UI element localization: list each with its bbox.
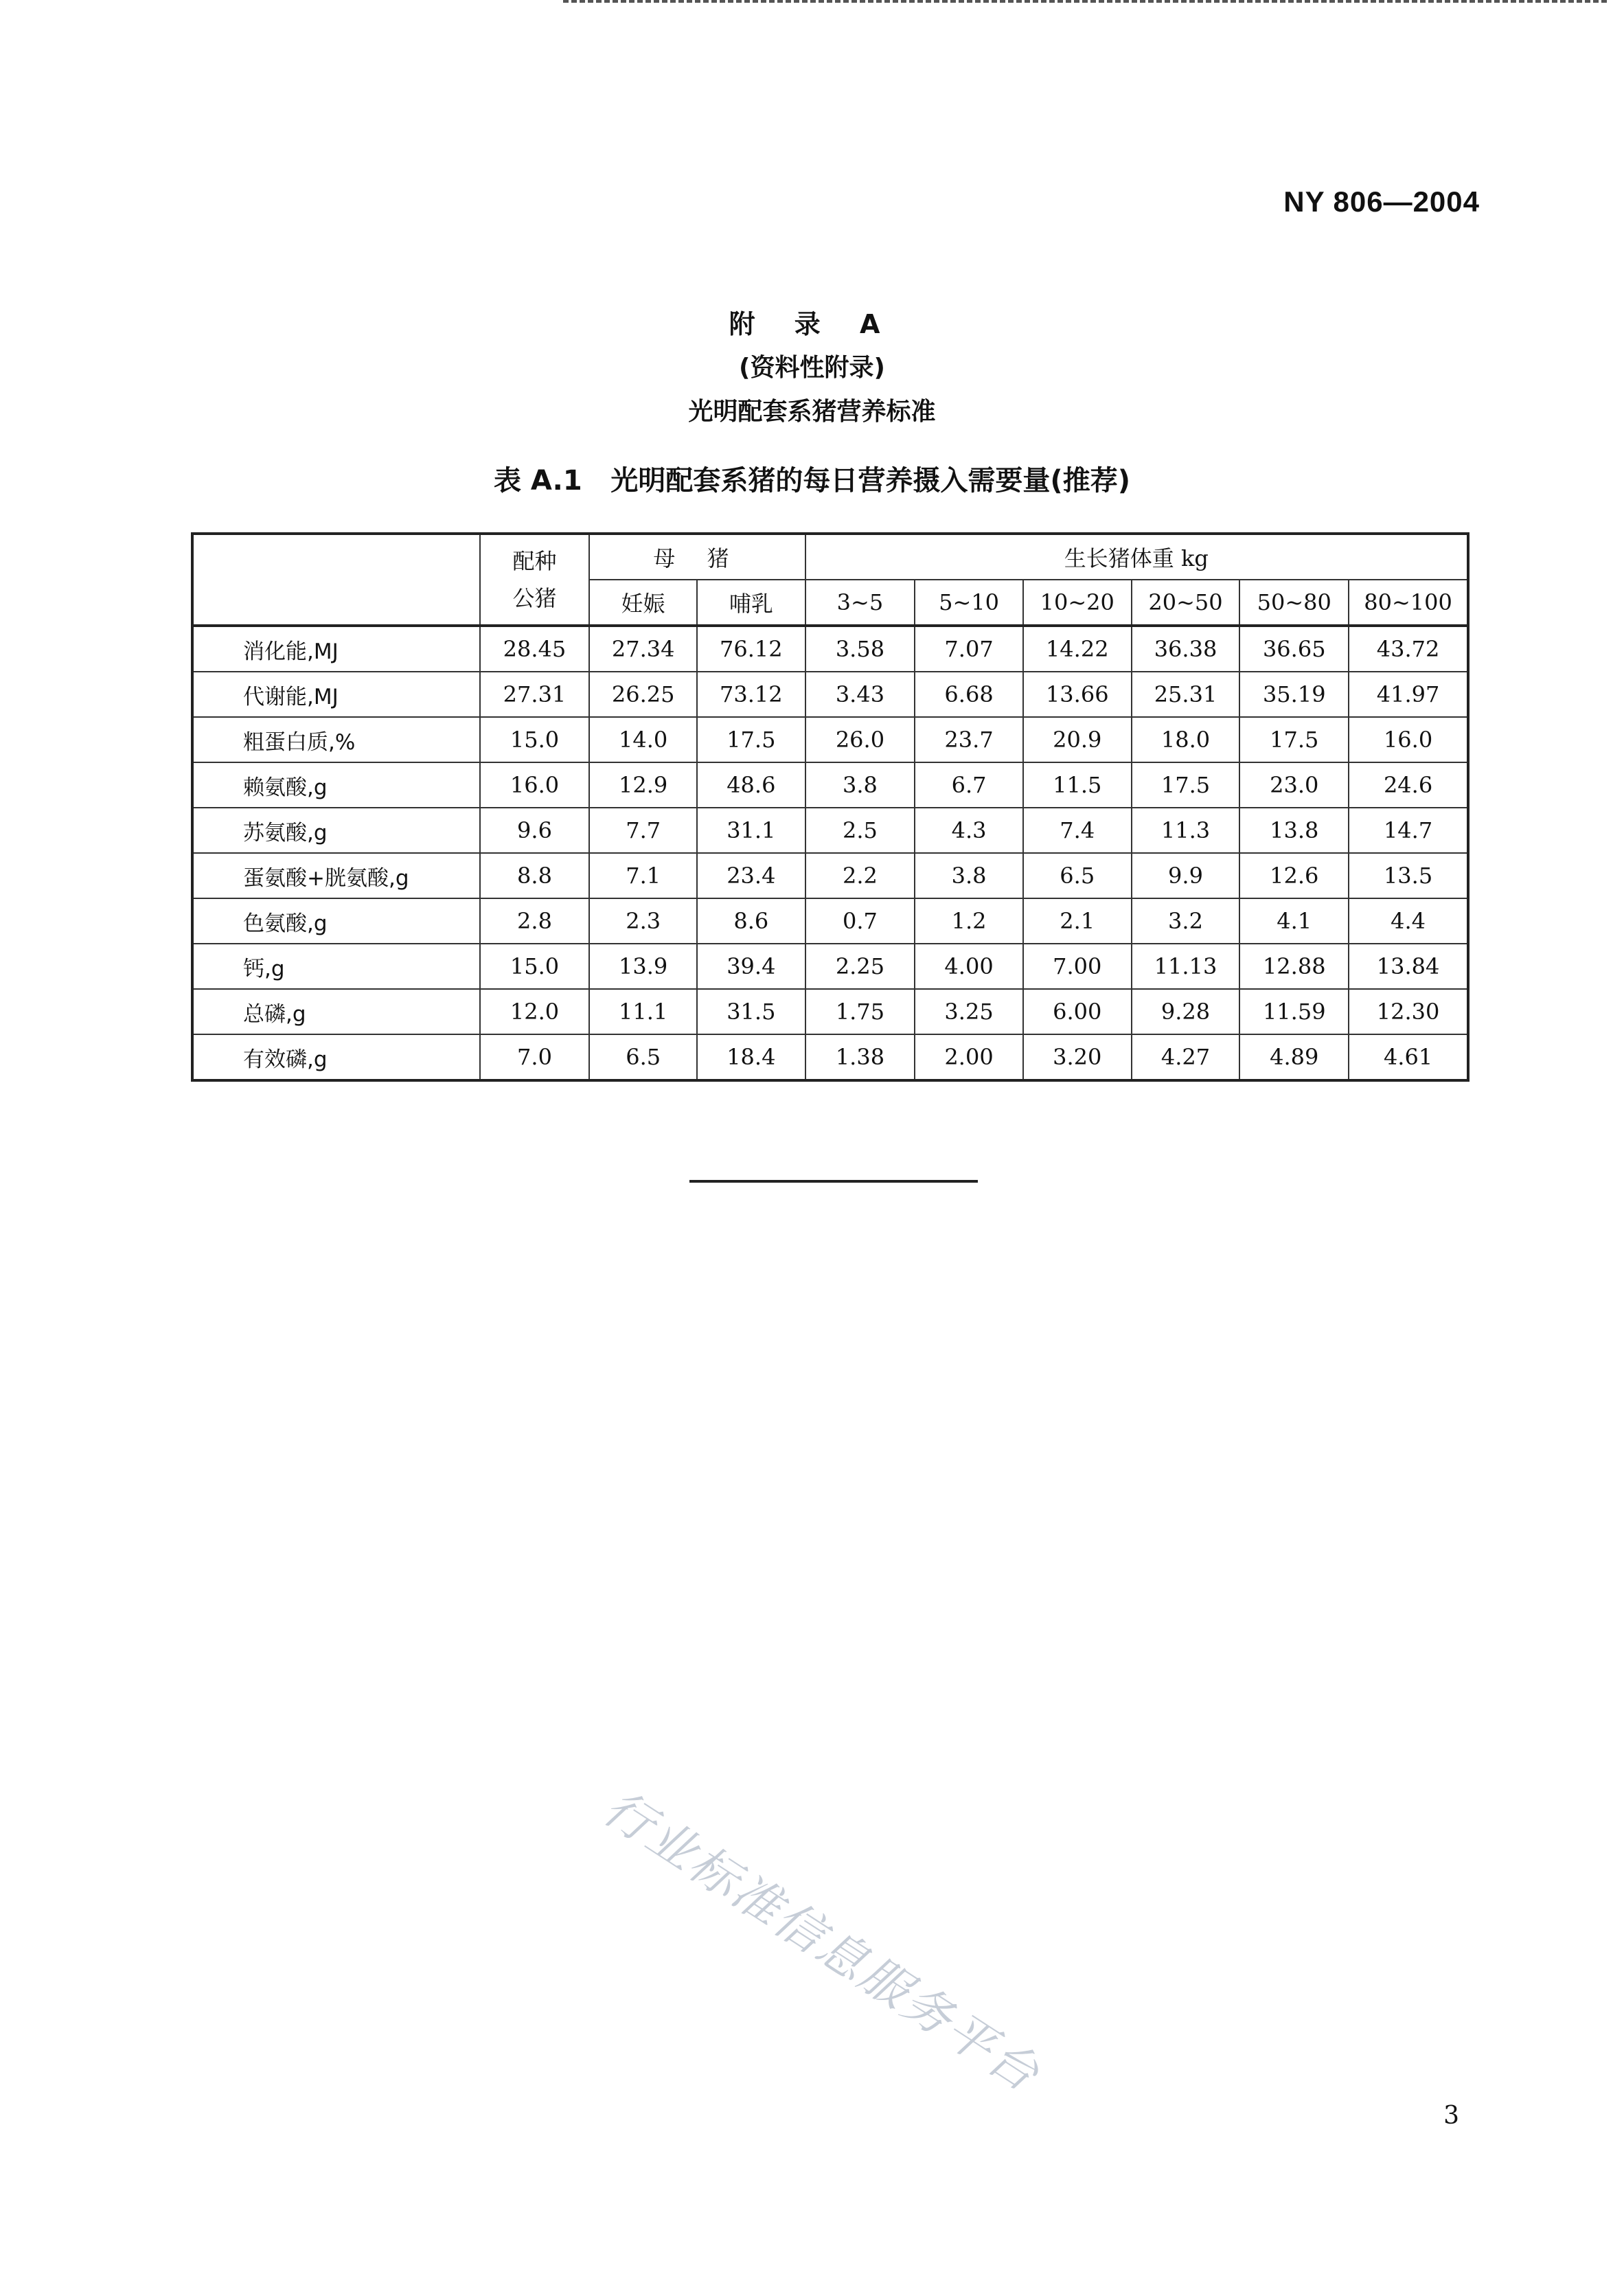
table-cell: 13.84 (1349, 944, 1468, 989)
table-cell: 11.13 (1132, 944, 1240, 989)
table-cell: 43.72 (1349, 626, 1468, 672)
table-cell: 3.58 (805, 626, 915, 672)
header-boar: 配种 公猪 (480, 534, 590, 626)
row-label: 钙,g (192, 944, 480, 989)
header-sow-group: 母 猪 (589, 534, 805, 580)
table-cell: 27.34 (589, 626, 697, 672)
row-label: 色氨酸,g (192, 898, 480, 944)
nutrition-table (191, 532, 1469, 1082)
row-label: 代谢能,MJ (192, 672, 480, 717)
header-weight-50-80: 50~80 (1239, 580, 1349, 626)
table-row (192, 672, 1468, 717)
header-weight-20-50: 20~50 (1132, 580, 1240, 626)
table-cell: 4.89 (1239, 1034, 1349, 1080)
table-cell: 6.68 (915, 672, 1023, 717)
table-cell: 17.5 (1132, 762, 1240, 808)
table-cell: 2.00 (915, 1034, 1023, 1080)
table-cell: 3.25 (915, 989, 1023, 1034)
row-label: 赖氨酸,g (192, 762, 480, 808)
header-grower-group: 生长猪体重 kg (805, 534, 1468, 580)
table-cell: 2.2 (805, 853, 915, 898)
header-empty-cell (192, 534, 480, 626)
table-cell: 36.65 (1239, 626, 1349, 672)
row-label: 粗蛋白质,% (192, 717, 480, 762)
header-sow-lactating: 哺乳 (697, 580, 805, 626)
table-cell: 11.59 (1239, 989, 1349, 1034)
appendix-heading (0, 302, 1624, 434)
table-header-row-1 (192, 534, 1468, 580)
table-cell: 28.45 (480, 626, 590, 672)
table-cell: 3.2 (1132, 898, 1240, 944)
table-row (192, 808, 1468, 853)
table-cell: 0.7 (805, 898, 915, 944)
table-cell: 4.3 (915, 808, 1023, 853)
top-edge-rule (563, 0, 1607, 5)
table-cell: 11.1 (589, 989, 697, 1034)
header-weight-5-10: 5~10 (915, 580, 1023, 626)
table-cell: 12.9 (589, 762, 697, 808)
table-cell: 7.1 (589, 853, 697, 898)
table-cell: 7.7 (589, 808, 697, 853)
table-cell: 14.22 (1023, 626, 1132, 672)
table-cell: 14.0 (589, 717, 697, 762)
table-cell: 3.43 (805, 672, 915, 717)
table-row (192, 944, 1468, 989)
watermark: 行业标准信息服务平台 (593, 1779, 1051, 2104)
table-cell: 12.30 (1349, 989, 1468, 1034)
table-cell: 2.5 (805, 808, 915, 853)
table-cell: 18.4 (697, 1034, 805, 1080)
appendix-title: 附 录 A (729, 309, 895, 339)
table-cell: 31.1 (697, 808, 805, 853)
table-row (192, 989, 1468, 1034)
table-cell: 6.5 (1023, 853, 1132, 898)
row-label: 总磷,g (192, 989, 480, 1034)
table-cell: 73.12 (697, 672, 805, 717)
table-cell: 16.0 (480, 762, 590, 808)
table-cell: 17.5 (697, 717, 805, 762)
table-cell: 4.61 (1349, 1034, 1468, 1080)
table-cell: 3.8 (915, 853, 1023, 898)
table-cell: 12.88 (1239, 944, 1349, 989)
table-row (192, 1034, 1468, 1080)
table-cell: 13.5 (1349, 853, 1468, 898)
table-cell: 7.4 (1023, 808, 1132, 853)
table-cell: 7.00 (1023, 944, 1132, 989)
table-cell: 23.4 (697, 853, 805, 898)
table-row (192, 626, 1468, 672)
table-cell: 14.7 (1349, 808, 1468, 853)
table-cell: 13.9 (589, 944, 697, 989)
table-cell: 2.3 (589, 898, 697, 944)
table-cell: 8.8 (480, 853, 590, 898)
table-cell: 17.5 (1239, 717, 1349, 762)
table-cell: 15.0 (480, 944, 590, 989)
table-row (192, 762, 1468, 808)
table-cell: 13.66 (1023, 672, 1132, 717)
table-cell: 12.0 (480, 989, 590, 1034)
row-label: 消化能,MJ (192, 626, 480, 672)
table-cell: 1.75 (805, 989, 915, 1034)
table-cell: 1.2 (915, 898, 1023, 944)
page-number: 3 (1443, 2102, 1459, 2130)
table-cell: 2.8 (480, 898, 590, 944)
table-cell: 41.97 (1349, 672, 1468, 717)
table-cell: 24.6 (1349, 762, 1468, 808)
table-cell: 23.7 (915, 717, 1023, 762)
row-label: 蛋氨酸+胱氨酸,g (192, 853, 480, 898)
table-cell: 18.0 (1132, 717, 1240, 762)
row-label: 苏氨酸,g (192, 808, 480, 853)
table-cell: 8.6 (697, 898, 805, 944)
table-row (192, 717, 1468, 762)
table-cell: 11.3 (1132, 808, 1240, 853)
table-cell: 36.38 (1132, 626, 1240, 672)
table-cell: 15.0 (480, 717, 590, 762)
table-caption: 表 A.1 光明配套系猪的每日营养摄入需要量(推荐) (494, 465, 1130, 497)
table-cell: 26.25 (589, 672, 697, 717)
table-cell: 1.38 (805, 1034, 915, 1080)
table-cell: 35.19 (1239, 672, 1349, 717)
table-cell: 3.8 (805, 762, 915, 808)
table-cell: 16.0 (1349, 717, 1468, 762)
table-cell: 9.28 (1132, 989, 1240, 1034)
row-label: 有效磷,g (192, 1034, 480, 1080)
header-weight-3-5: 3~5 (805, 580, 915, 626)
table-cell: 27.31 (480, 672, 590, 717)
end-of-appendix-rule (689, 1180, 978, 1183)
header-weight-10-20: 10~20 (1023, 580, 1132, 626)
section-title: 光明配套系猪营养标准 (688, 398, 936, 426)
table-cell: 39.4 (697, 944, 805, 989)
table-cell: 6.5 (589, 1034, 697, 1080)
table-cell: 26.0 (805, 717, 915, 762)
header-weight-80-100: 80~100 (1349, 580, 1468, 626)
header-sow-pregnant: 妊娠 (589, 580, 697, 626)
table-cell: 12.6 (1239, 853, 1349, 898)
table-cell: 13.8 (1239, 808, 1349, 853)
table-cell: 4.1 (1239, 898, 1349, 944)
table-cell: 9.9 (1132, 853, 1240, 898)
table-cell: 6.00 (1023, 989, 1132, 1034)
table-cell: 4.27 (1132, 1034, 1240, 1080)
table-cell: 20.9 (1023, 717, 1132, 762)
table-row (192, 898, 1468, 944)
table-cell: 2.25 (805, 944, 915, 989)
table-cell: 7.07 (915, 626, 1023, 672)
table-cell: 48.6 (697, 762, 805, 808)
table-row (192, 853, 1468, 898)
table-cell: 11.5 (1023, 762, 1132, 808)
table-cell: 31.5 (697, 989, 805, 1034)
table-cell: 4.4 (1349, 898, 1468, 944)
table-cell: 23.0 (1239, 762, 1349, 808)
table-cell: 9.6 (480, 808, 590, 853)
table-cell: 25.31 (1132, 672, 1240, 717)
table-cell: 3.20 (1023, 1034, 1132, 1080)
document-code: NY 806—2004 (1283, 185, 1480, 218)
appendix-note: (资料性附录) (739, 354, 885, 382)
table-cell: 76.12 (697, 626, 805, 672)
table-cell: 2.1 (1023, 898, 1132, 944)
table-body (192, 626, 1468, 1080)
table-cell: 4.00 (915, 944, 1023, 989)
table-cell: 6.7 (915, 762, 1023, 808)
table-cell: 7.0 (480, 1034, 590, 1080)
